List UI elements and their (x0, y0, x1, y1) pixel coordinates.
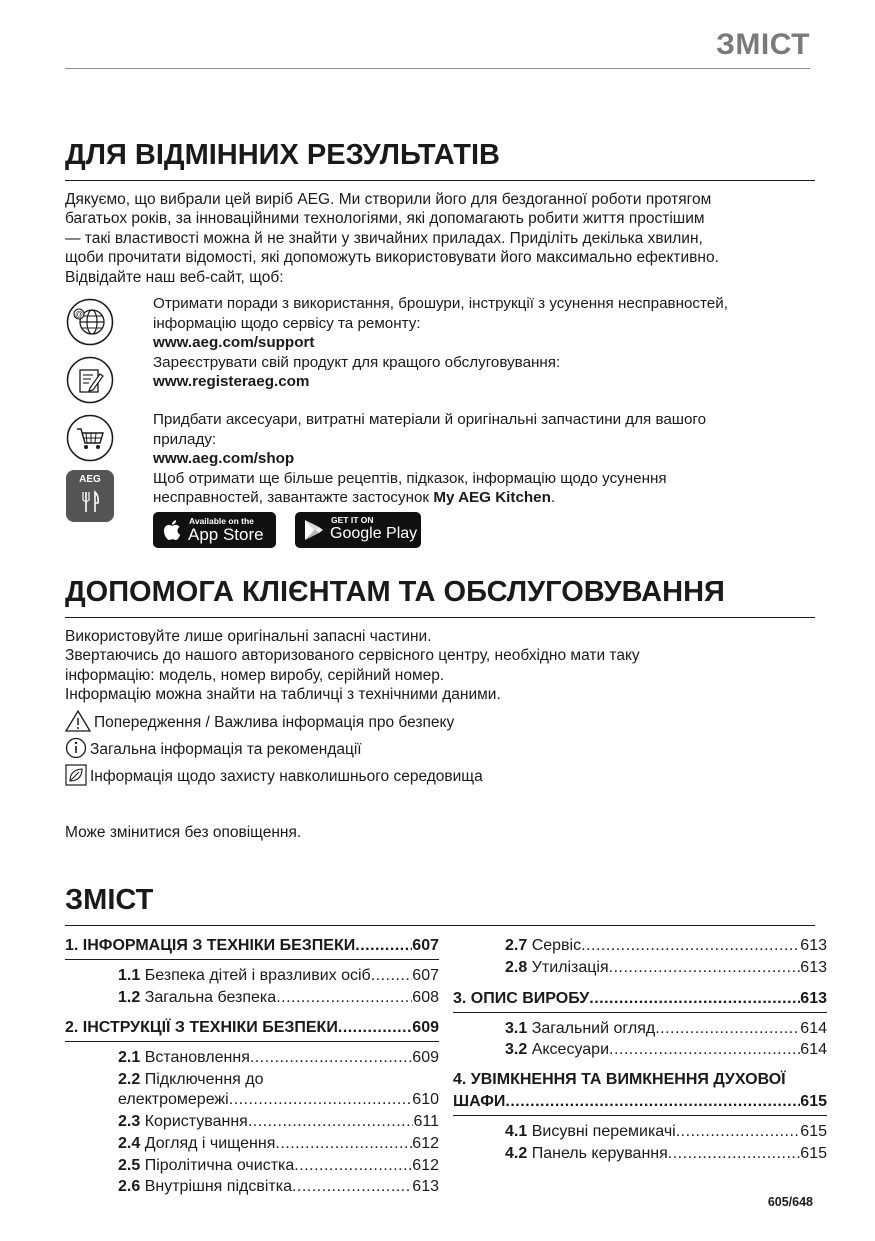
toc-dots (294, 1156, 412, 1176)
toc-item-2-7[interactable] (505, 936, 827, 956)
toc-label: Внутрішня підсвітка (144, 1178, 292, 1195)
toc-label: електромережі (118, 1091, 229, 1108)
app-store-small: Available on the (189, 516, 254, 526)
app-text-post: . (550, 489, 556, 507)
toc-chapter-label: 4. УВІМКНЕННЯ ТА ВИМКНЕННЯ ДУХОВОЇ (453, 1071, 786, 1088)
toc-chapter-label: 1. ІНФОРМАЦІЯ З ТЕХНІКИ БЕЗПЕКИ (65, 937, 356, 954)
toc-item-2-2[interactable] (118, 1070, 439, 1090)
toc-item-4-1[interactable] (505, 1122, 827, 1142)
app-store-button[interactable] (153, 512, 276, 548)
change-notice: Може змінитися без оповіщення. (65, 824, 302, 841)
care-line: інформацію: модель, номер виробу, серійний номер. (65, 666, 445, 684)
page-header (65, 28, 810, 69)
note-info-text: Загальна інформація та рекомендації (90, 741, 362, 758)
toc-chapter-4[interactable] (453, 1070, 827, 1090)
toc-label: Підключення до (144, 1071, 264, 1088)
toc-label: Загальна безпека (144, 989, 277, 1006)
toc-num: 2.2 (118, 1071, 141, 1088)
aeg-badge: AEG (79, 474, 101, 485)
toc-page: 611 (413, 1113, 439, 1130)
toc-label: Користування (144, 1113, 248, 1130)
svg-text:@: @ (74, 310, 84, 319)
note-environment (65, 767, 483, 787)
toc-chapter-4-cont[interactable] (453, 1092, 827, 1112)
toc-num: 2.6 (118, 1178, 141, 1195)
toc-num: 2.7 (505, 937, 528, 954)
toc-page: 607 (412, 937, 439, 954)
support-text: інформацію щодо сервісу та ремонту: (153, 314, 421, 332)
toc-page: 614 (800, 1020, 827, 1037)
toc-dots (505, 1092, 800, 1112)
toc-num: 1.1 (118, 967, 141, 984)
toc-label: Безпека дітей і вразливих осіб (144, 967, 371, 984)
toc-num: 2.5 (118, 1157, 141, 1174)
toc-page: 613 (800, 937, 827, 954)
app-text (153, 488, 805, 508)
toc-item-4-2[interactable] (505, 1144, 827, 1164)
toc-dots (668, 1144, 801, 1164)
intro-line: Відвідайте наш веб-сайт, щоб: (65, 268, 284, 286)
toc-dots (581, 936, 800, 956)
toc-num: 2.4 (118, 1135, 141, 1152)
toc-title: ЗМІСТ (65, 883, 815, 926)
shopping-cart-icon (66, 414, 114, 462)
toc-label: Встановлення (144, 1049, 250, 1066)
page-number: 605/648 (767, 1195, 813, 1209)
note-environment-text: Інформація щодо захисту навколишнього середовища (90, 768, 483, 785)
toc-label: Сервіс (531, 937, 582, 954)
note-info (65, 740, 362, 760)
toc-num: 3.1 (505, 1020, 528, 1037)
google-play-icon (304, 519, 324, 541)
toc-item-2-6[interactable] (118, 1177, 439, 1197)
toc-dots (229, 1090, 413, 1110)
section-title-customer-care: ДОПОМОГА КЛІЄНТАМ ТА ОБСЛУГОВУВАННЯ (65, 575, 815, 618)
toc-item-2-1[interactable] (118, 1048, 439, 1068)
app-text-pre: несправностей, завантажте застосунок (153, 489, 434, 507)
toc-dots (248, 1112, 414, 1132)
toc-item-3-1[interactable] (505, 1019, 827, 1039)
toc-chapter-1[interactable] (65, 936, 439, 956)
info-icon (65, 737, 87, 759)
intro-line: багатьох років, за інноваційними технологіями, які допомагають робити життя простішим (65, 210, 705, 228)
note-warning (65, 713, 454, 733)
toc-chapter-3[interactable] (453, 989, 827, 1009)
environment-leaf-icon (65, 764, 87, 786)
toc-num: 2.1 (118, 1049, 141, 1066)
toc-item-2-2-cont[interactable] (118, 1090, 439, 1110)
toc-label: Утилізація (531, 959, 609, 976)
toc-page: 614 (800, 1041, 827, 1058)
toc-divider (453, 1012, 827, 1013)
intro-line: щоби прочитати відомості, які допоможуть використовувати його максимально ефективно. (65, 249, 719, 267)
toc-item-2-8[interactable] (505, 958, 827, 978)
support-link[interactable]: www.aeg.com/support (153, 334, 315, 352)
toc-item-3-2[interactable] (505, 1040, 827, 1060)
toc-page: 607 (412, 967, 439, 984)
toc-item-2-4[interactable] (118, 1134, 439, 1154)
toc-chapter-label: 2. ІНСТРУКЦІЇ З ТЕХНІКИ БЕЗПЕКИ (65, 1019, 338, 1036)
toc-num: 1.2 (118, 989, 141, 1006)
google-play-big: Google Play (330, 525, 418, 542)
toc-page: 608 (412, 989, 439, 1006)
toc-divider (65, 959, 439, 960)
customer-care-text (65, 627, 815, 705)
toc-divider (453, 1115, 827, 1116)
toc-item-1-1[interactable] (118, 966, 439, 986)
toc-num: 4.2 (505, 1145, 528, 1162)
toc-num: 4.1 (505, 1123, 528, 1140)
toc-page: 613 (412, 1178, 439, 1195)
toc-page: 612 (412, 1157, 439, 1174)
register-icon (66, 356, 114, 404)
toc-dots (609, 958, 801, 978)
register-text: Зареєструвати свій продукт для кращого обслуговування: (153, 353, 561, 371)
toc-label: Догляд і чищення (144, 1135, 276, 1152)
toc-num: 2.3 (118, 1113, 141, 1130)
toc-dots (589, 989, 800, 1009)
toc-dots (250, 1048, 412, 1068)
shop-text: приладу: (153, 430, 217, 448)
toc-dots (276, 988, 412, 1008)
app-name: My AEG Kitchen (433, 489, 551, 507)
toc-label: Панель керування (531, 1145, 668, 1162)
toc-page: 615 (800, 1093, 827, 1110)
toc-dots (609, 1040, 800, 1060)
care-line: Використовуйте лише оригінальні запасні частини. (65, 628, 432, 645)
toc-item-1-2[interactable] (118, 988, 439, 1008)
globe-icon (66, 298, 114, 346)
toc-label: Загальний огляд (531, 1020, 656, 1037)
toc-page: 615 (800, 1145, 827, 1162)
google-play-button[interactable] (295, 512, 421, 548)
aeg-kitchen-app-icon (66, 470, 114, 522)
care-line: Звертаючись до нашого авторизованого сервісного центру, необхідно мати таку (65, 647, 640, 665)
shop-item (153, 410, 805, 508)
toc-page: 612 (412, 1135, 439, 1152)
toc-page: 613 (800, 959, 827, 976)
care-line: Інформацію можна знайти на табличці з технічними даними. (65, 686, 501, 704)
app-store-big: App Store (188, 525, 264, 544)
toc-dots (371, 966, 413, 986)
support-text: Отримати поради з використання, брошури, інструкції з усунення несправностей, (153, 295, 728, 312)
toc-page: 610 (412, 1091, 439, 1108)
note-warning-text: Попередження / Важлива інформація про безпеку (94, 714, 455, 731)
support-item (153, 294, 805, 392)
toc-num: 3.2 (505, 1041, 528, 1058)
toc-dots (275, 1134, 412, 1154)
apple-icon (163, 519, 181, 541)
toc-dots (655, 1019, 800, 1039)
toc-dots (676, 1122, 801, 1142)
register-link[interactable]: www.registeraeg.com (153, 373, 310, 391)
toc-chapter-label: ШАФИ (453, 1093, 506, 1110)
toc-dots (292, 1177, 412, 1197)
toc-divider (65, 1041, 439, 1042)
toc-page: 609 (412, 1049, 439, 1066)
toc-dots (338, 1018, 412, 1038)
toc-page: 609 (412, 1019, 439, 1036)
toc-page: 615 (800, 1123, 827, 1140)
section-title-results: ДЛЯ ВІДМІННИХ РЕЗУЛЬТАТІВ (65, 138, 815, 181)
toc-item-2-3[interactable] (118, 1112, 439, 1132)
intro-paragraph (65, 190, 815, 287)
toc-chapter-2[interactable] (65, 1018, 439, 1038)
toc-label: Піролітична очистка (144, 1157, 295, 1174)
intro-line: — такі властивості можна й не знайти у звичайних приладах. Приділіть декілька хвилин, (65, 229, 703, 247)
toc-num: 2.8 (505, 959, 528, 976)
toc-label: Висувні перемикачі (531, 1123, 676, 1140)
intro-line: Дякуємо, що вибрали цей виріб AEG. Ми створили його для бездоганної роботи протягом (65, 191, 712, 208)
toc-dots (355, 936, 412, 956)
toc-chapter-label: 3. ОПИС ВИРОБУ (453, 990, 590, 1007)
shop-link[interactable]: www.aeg.com/shop (153, 450, 295, 468)
toc-item-2-5[interactable] (118, 1156, 439, 1176)
app-text: Щоб отримати ще більше рецептів, підказок, інформацію щодо усунення (153, 469, 667, 487)
warning-icon (65, 710, 91, 732)
google-play-small: GET IT ON (331, 515, 374, 525)
toc-label: Аксесуари (531, 1041, 610, 1058)
header-title: ЗМІСТ (716, 28, 810, 61)
toc-page: 613 (800, 990, 827, 1007)
shop-text: Придбати аксесуари, витратні матеріали й оригінальні запчастини для вашого (153, 411, 707, 428)
